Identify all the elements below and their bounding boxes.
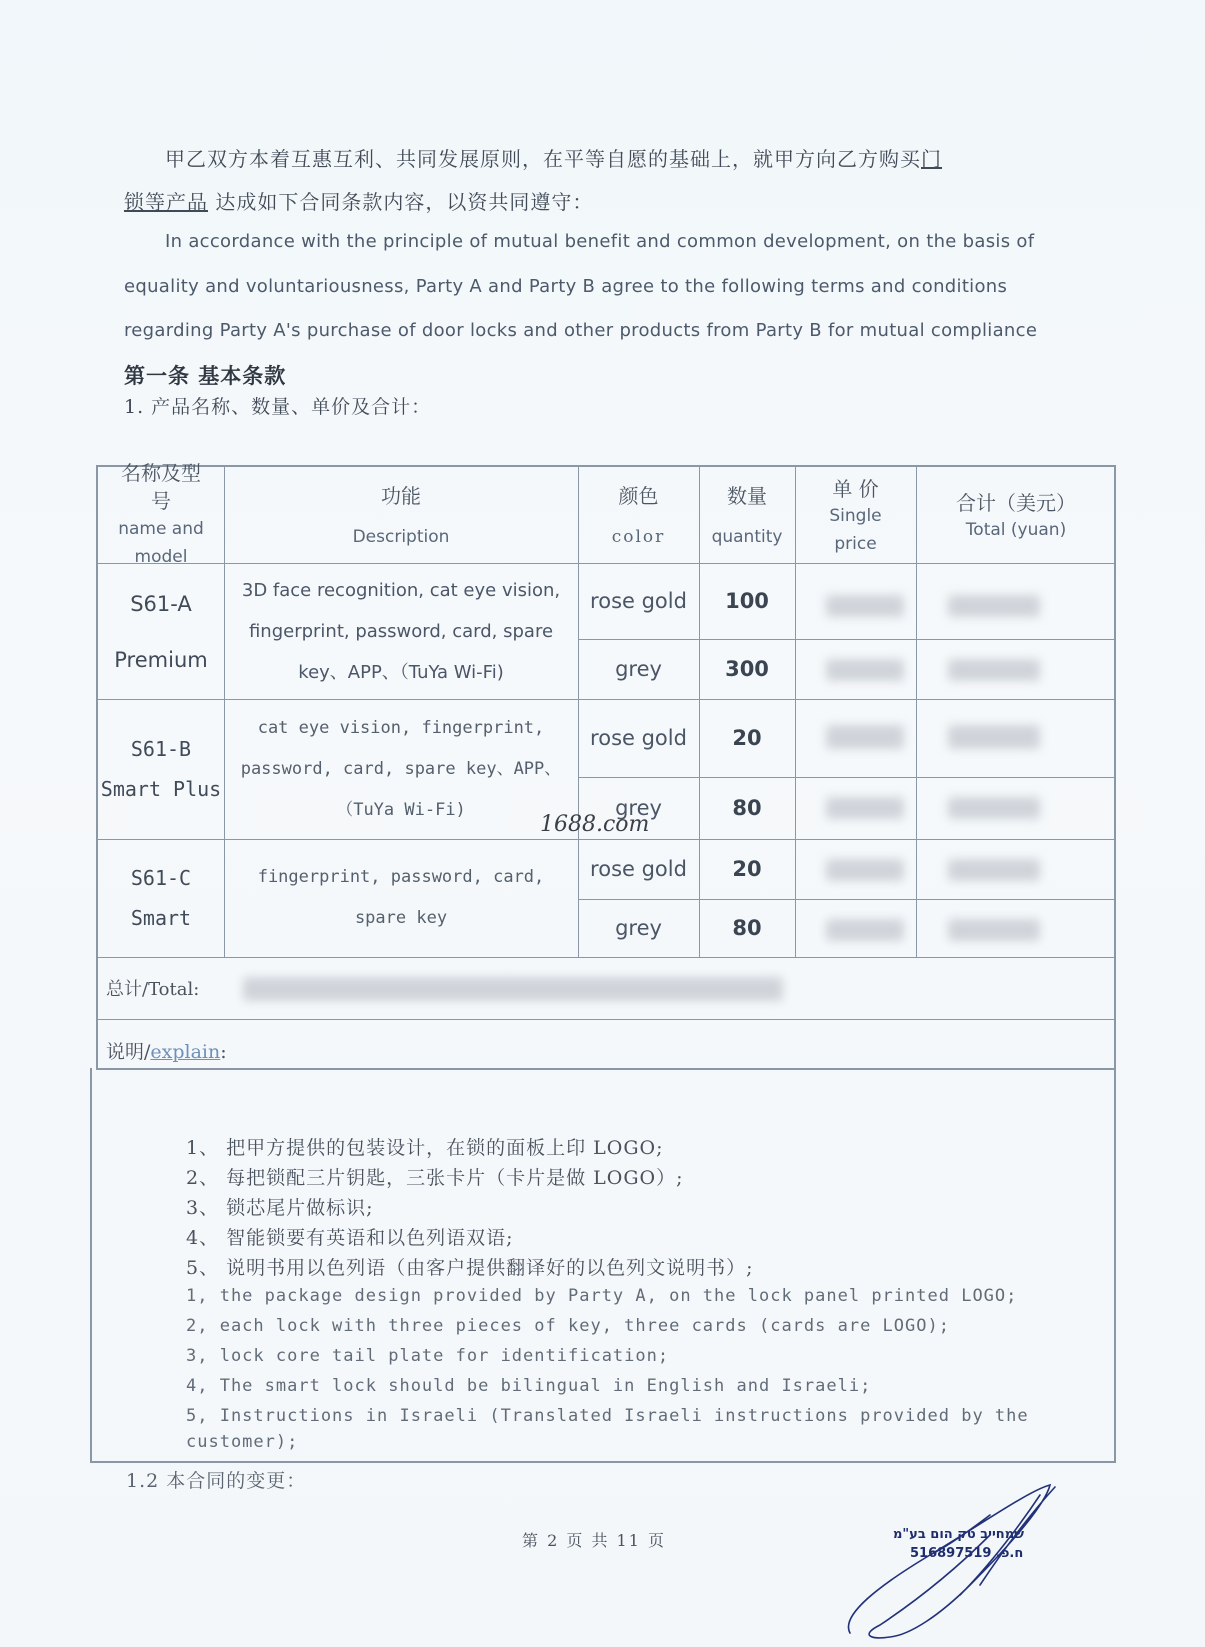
- header-color-cn: 颜色: [618, 483, 659, 508]
- section-1-2-title: 1.2 本合同的变更：: [126, 1470, 307, 1492]
- header-total: [916, 467, 1116, 563]
- redacted-price: [826, 919, 904, 941]
- color-value: grey: [615, 796, 662, 820]
- row-model-s61b: [98, 699, 224, 839]
- color-cell: [578, 699, 699, 777]
- model-code: S61-B: [130, 737, 192, 761]
- quantity-value: 20: [732, 857, 762, 881]
- note-en-1: 1, the package design provided by Party A, on the lock panel printed LOGO;: [186, 1286, 1018, 1306]
- model-code: S61-A: [130, 592, 192, 616]
- note-cn-1: 1、 把甲方提供的包装设计，在锁的面板上印 LOGO;: [186, 1137, 664, 1159]
- quantity-value: 80: [732, 796, 762, 820]
- header-model-en: name and model: [118, 519, 204, 567]
- header-quantity: [699, 467, 795, 563]
- redacted-total: [948, 919, 1040, 941]
- note-en-2: 2, each lock with three pieces of key, three cards (cards are LOGO);: [186, 1316, 950, 1336]
- note-en-5: 5, Instructions in Israeli (Translated Israeli instructions provided by the: [186, 1406, 1029, 1426]
- header-description-en: Description: [352, 526, 450, 547]
- note-en-5-continued: customer);: [186, 1432, 299, 1452]
- redacted-total: [948, 659, 1040, 681]
- note-cn-4: 4、 智能锁要有英语和以色列语双语;: [186, 1227, 514, 1249]
- intro-en-line1: In accordance with the principle of mutual benefit and common development, on the basis of: [165, 231, 1035, 252]
- desc-line: spare key: [354, 908, 448, 928]
- header-quantity-en: quantity: [711, 526, 783, 547]
- redacted-price: [826, 797, 904, 819]
- header-price-cn: 单 价: [832, 476, 879, 501]
- redacted-grand-total: [243, 977, 783, 1001]
- intro-cn-line2: [124, 186, 593, 215]
- row-model-s61a: [98, 563, 224, 699]
- page-number: 第 2 页 共 11 页: [522, 1531, 666, 1550]
- intro-cn-underlined-1: 门: [921, 147, 942, 171]
- intro-cn-line1-text: 甲乙双方本着互惠互利、共同发展原则，在平等自愿的基础上，就甲方向乙方购买: [165, 147, 921, 171]
- desc-line: fingerprint, password, card,: [257, 867, 545, 887]
- redacted-total: [948, 797, 1040, 819]
- intro-cn-underlined-2: 锁等产品: [124, 190, 208, 214]
- header-quantity-cn: 数量: [727, 483, 767, 508]
- color-value: rose gold: [590, 589, 687, 613]
- row-model-s61c: [98, 839, 224, 957]
- signature-icon: [840, 1475, 1080, 1645]
- company-stamp-line2: 516897519 .ח.פ: [910, 1546, 1024, 1561]
- quantity-cell: [699, 563, 795, 639]
- color-cell: [578, 639, 699, 699]
- color-value: grey: [615, 916, 662, 940]
- quantity-cell: [699, 639, 795, 699]
- header-price-en: Single price: [829, 505, 882, 554]
- note-cn-5: 5、 说明书用以色列语（由客户提供翻译好的以色列文说明书）;: [186, 1257, 754, 1279]
- color-value: rose gold: [590, 726, 687, 750]
- redacted-total: [948, 595, 1040, 617]
- desc-line: fingerprint, password, card, spare: [248, 620, 554, 642]
- notes-label-cn: 说明/: [106, 1041, 151, 1063]
- header-color: [578, 467, 699, 563]
- quantity-value: 300: [725, 657, 769, 681]
- redacted-price: [826, 859, 904, 881]
- company-stamp-line1: שמחייב טק הום בע"מ: [893, 1527, 1024, 1542]
- total-label: 总计/Total:: [106, 979, 200, 1000]
- model-name: Premium: [114, 648, 208, 672]
- header-model: [98, 461, 224, 567]
- quantity-cell: [699, 777, 795, 839]
- row-desc-s61c: [224, 839, 578, 957]
- header-total-cn: 合计（美元）: [956, 490, 1076, 515]
- section-1-title: 第一条 基本条款: [124, 363, 287, 388]
- model-name: Smart Plus: [100, 777, 222, 801]
- header-total-en: Total (yuan): [965, 519, 1067, 540]
- color-cell: [578, 563, 699, 639]
- header-single-price: [795, 467, 916, 563]
- quantity-value: 20: [732, 726, 762, 750]
- model-code: S61-C: [130, 866, 192, 890]
- watermark: 1688.com: [540, 812, 650, 837]
- intro-cn-line2-text: 达成如下合同条款内容，以资共同遵守：: [215, 190, 594, 214]
- redacted-price: [826, 725, 904, 749]
- quantity-value: 100: [725, 589, 769, 613]
- color-cell: [578, 899, 699, 957]
- row-divider: [98, 957, 1116, 958]
- intro-cn-line1: [165, 143, 942, 172]
- header-model-cn: 名称及型号: [121, 461, 201, 513]
- section-1-subtitle: 1. 产品名称、数量、单价及合计：: [124, 396, 432, 418]
- redacted-total: [948, 859, 1040, 881]
- intro-en-line2: equality and voluntariousness, Party A and Party B agree to the following terms and conditions: [124, 276, 1008, 297]
- header-color-en: color: [611, 526, 666, 547]
- color-value: rose gold: [590, 857, 687, 881]
- desc-line: 3D face recognition, cat eye vision,: [241, 579, 561, 601]
- redacted-price: [826, 595, 904, 617]
- redacted-price: [826, 659, 904, 681]
- desc-line: password, card, spare key、APP、: [240, 758, 562, 779]
- note-cn-3: 3、 锁芯尾片做标识;: [186, 1197, 374, 1219]
- note-en-4: 4, The smart lock should be bilingual in English and Israeli;: [186, 1376, 872, 1396]
- redacted-total: [948, 725, 1040, 749]
- desc-line: key、APP、（TuYa Wi-Fi): [298, 661, 504, 683]
- desc-line: cat eye vision, fingerprint,: [257, 717, 545, 738]
- row-divider: [98, 1019, 1116, 1020]
- quantity-cell: [699, 839, 795, 899]
- color-value: grey: [615, 657, 662, 681]
- quantity-value: 80: [732, 916, 762, 940]
- color-cell: [578, 839, 699, 899]
- quantity-cell: [699, 699, 795, 777]
- notes-label-colon: :: [220, 1041, 227, 1063]
- note-cn-2: 2、 每把锁配三片钥匙，三张卡片（卡片是做 LOGO）;: [186, 1167, 684, 1189]
- model-name: Smart: [130, 906, 192, 930]
- intro-en-line3: regarding Party A's purchase of door locks and other products from Party B for mutual compliance: [124, 320, 1038, 341]
- desc-line: （TuYa Wi-Fi): [336, 799, 466, 820]
- header-description-cn: 功能: [381, 483, 421, 508]
- notes-label: [106, 1037, 227, 1064]
- product-table: [96, 461, 1116, 1070]
- row-desc-s61b: [224, 699, 578, 839]
- row-desc-s61a: [224, 563, 578, 699]
- quantity-cell: [699, 899, 795, 957]
- header-description: [224, 467, 578, 563]
- note-en-3: 3, lock core tail plate for identification;: [186, 1346, 670, 1366]
- notes-label-en: explain: [150, 1041, 221, 1063]
